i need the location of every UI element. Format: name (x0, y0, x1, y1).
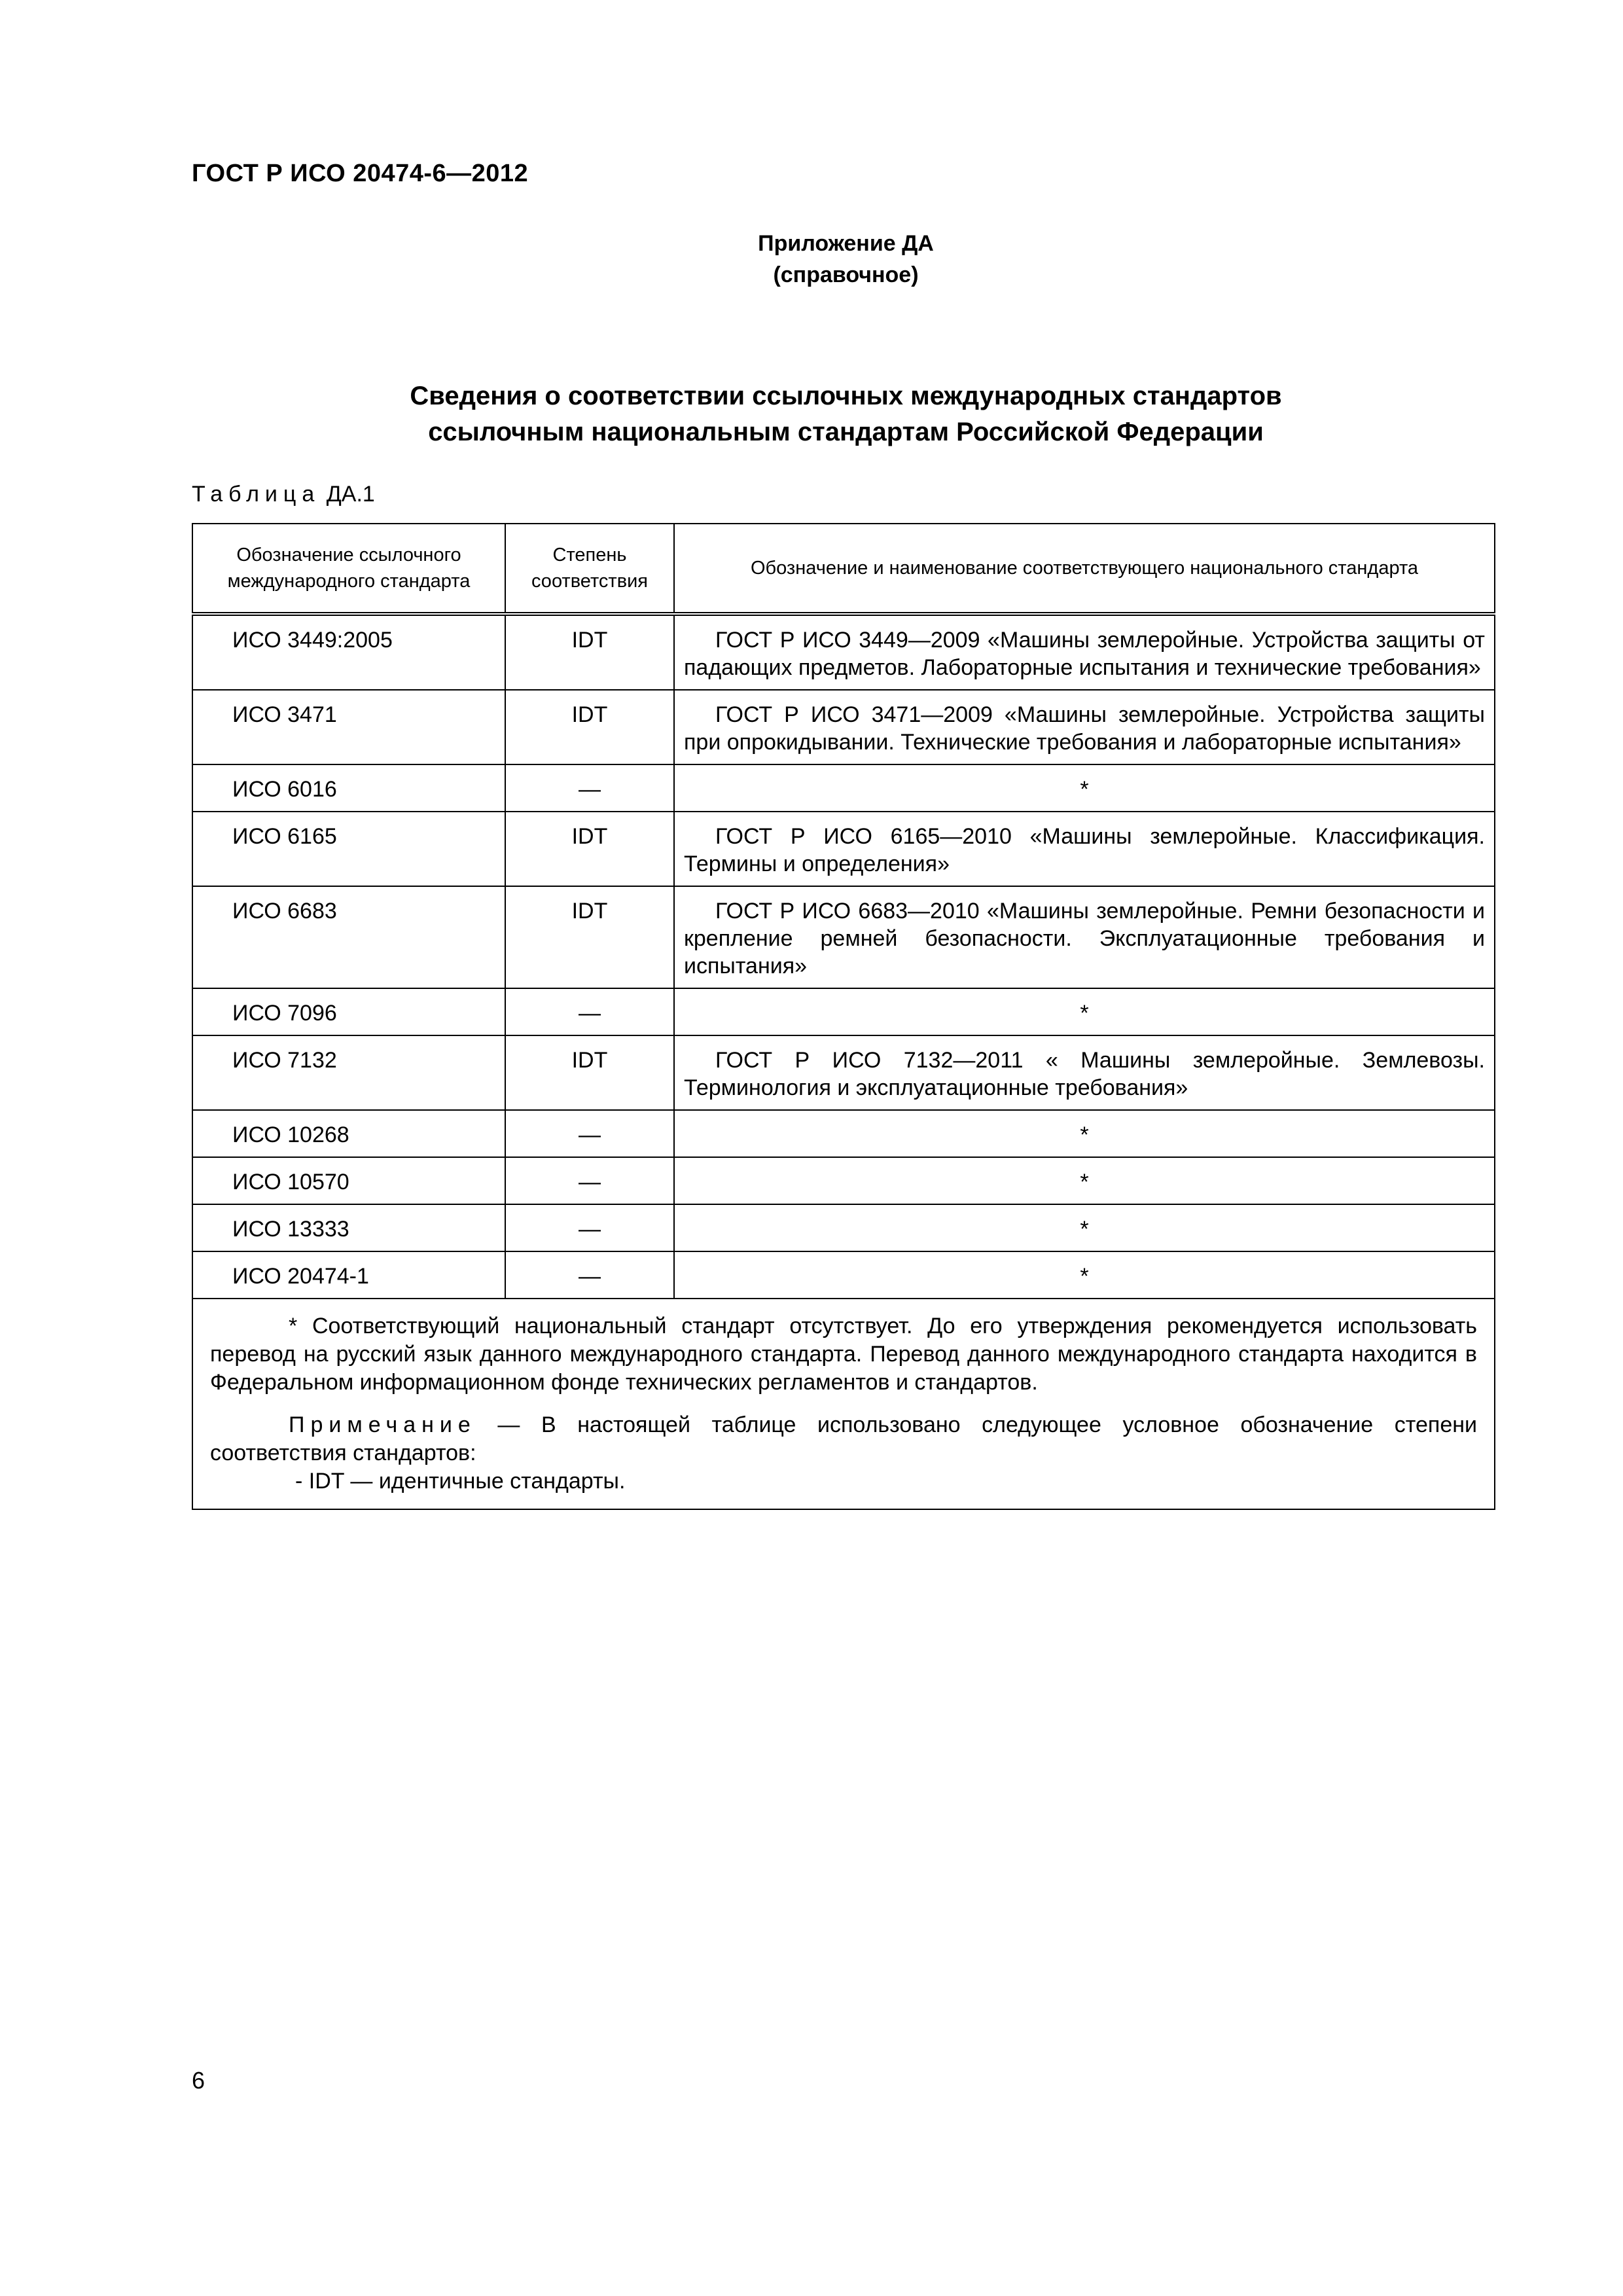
cell-degree: — (505, 1157, 674, 1204)
table-caption (192, 482, 375, 507)
cell-degree: — (505, 764, 674, 812)
section-title-line-1: Сведения о соответствии ссылочных международных стандартов (410, 382, 1282, 410)
table-header-row (192, 524, 1495, 614)
cell-international-standard: ИСО 13333 (192, 1204, 505, 1251)
footnote (210, 1312, 1477, 1397)
table-row (192, 614, 1495, 690)
note-label: Примечание (289, 1412, 476, 1437)
cell-international-standard: ИСО 7096 (192, 988, 505, 1035)
cell-international-standard: ИСО 3449:2005 (192, 614, 505, 690)
cell-national-standard (674, 690, 1495, 764)
footnote-text: * Соответствующий национальный стандарт отсутствует. До его утверждения рекомендуется использовать перевод на русский язык данного международного стандарта. Перевод данного международного стандарта находится в Федеральном информационном фонде технических регламентов и стандартов. (210, 1314, 1477, 1395)
table-row (192, 886, 1495, 988)
header-international-standard: Обозначение ссылочного международного стандарта (192, 524, 505, 614)
table-row (192, 988, 1495, 1035)
national-standard-text: ГОСТ Р ИСО 3471—2009 «Машины землеройные. Устройства защиты при опрокидывании. Технические требования и лабораторные испытания» (684, 702, 1485, 755)
cell-degree: IDT (505, 812, 674, 886)
cell-international-standard: ИСО 20474-1 (192, 1251, 505, 1299)
table-row (192, 1035, 1495, 1110)
section-title-line-2: ссылочным национальным стандартам Российской Федерации (428, 418, 1264, 446)
cell-degree: — (505, 1204, 674, 1251)
national-standard-text: ГОСТ Р ИСО 6165—2010 «Машины землеройные. Классификация. Термины и определения» (684, 824, 1485, 876)
table-caption-word: Таблица (192, 482, 321, 507)
cell-national-standard: * (674, 1157, 1495, 1204)
cell-degree: — (505, 988, 674, 1035)
note-item: - IDT — идентичные стандарты. (295, 1469, 626, 1494)
cell-degree: IDT (505, 690, 674, 764)
table-row (192, 764, 1495, 812)
page-number: 6 (192, 2067, 205, 2094)
cell-degree: IDT (505, 886, 674, 988)
cell-national-standard (674, 886, 1495, 988)
table-row (192, 1251, 1495, 1299)
cell-international-standard: ИСО 3471 (192, 690, 505, 764)
cell-international-standard: ИСО 6683 (192, 886, 505, 988)
table-row (192, 690, 1495, 764)
appendix-type: (справочное) (773, 262, 919, 287)
table-caption-number: ДА.1 (326, 482, 375, 507)
appendix-heading (0, 228, 1623, 291)
cell-international-standard: ИСО 7132 (192, 1035, 505, 1110)
cell-international-standard: ИСО 6016 (192, 764, 505, 812)
cell-international-standard: ИСО 10268 (192, 1110, 505, 1157)
national-standard-text: ГОСТ Р ИСО 3449—2009 «Машины землеройные. Устройства защиты от падающих предметов. Лабораторные испытания и технические требования» (684, 628, 1485, 680)
cell-national-standard (674, 614, 1495, 690)
cell-national-standard: * (674, 764, 1495, 812)
correspondence-table (192, 523, 1495, 1510)
national-standard-text: ГОСТ Р ИСО 7132—2011 « Машины землеройные. Землевозы. Терминология и эксплуатационные требования» (684, 1048, 1485, 1100)
table-row (192, 1110, 1495, 1157)
cell-degree: — (505, 1110, 674, 1157)
note (210, 1411, 1477, 1467)
note-text: — В настоящей таблице использовано следующее условное обозначение степени соответствия стандартов: (210, 1412, 1477, 1465)
cell-national-standard (674, 812, 1495, 886)
table-footer (192, 1299, 1495, 1509)
cell-international-standard: ИСО 10570 (192, 1157, 505, 1204)
table-footer-row (192, 1299, 1495, 1509)
cell-degree: — (505, 1251, 674, 1299)
cell-degree: IDT (505, 614, 674, 690)
cell-national-standard: * (674, 1110, 1495, 1157)
appendix-label: Приложение ДА (758, 231, 934, 256)
national-standard-text: ГОСТ Р ИСО 6683—2010 «Машины землеройные. Ремни безопасности и крепление ремней безопасности. Эксплуатационные требования и испытания» (684, 899, 1485, 978)
header-national-standard: Обозначение и наименование соответствующего национального стандарта (674, 524, 1495, 614)
cell-national-standard: * (674, 1251, 1495, 1299)
cell-national-standard: * (674, 1204, 1495, 1251)
cell-international-standard: ИСО 6165 (192, 812, 505, 886)
table-row (192, 812, 1495, 886)
table-row (192, 1204, 1495, 1251)
document-code: ГОСТ Р ИСО 20474-6—2012 (192, 160, 529, 187)
header-degree: Степень соответствия (505, 524, 674, 614)
cell-national-standard: * (674, 988, 1495, 1035)
table-row (192, 1157, 1495, 1204)
section-title (0, 378, 1623, 450)
cell-national-standard (674, 1035, 1495, 1110)
cell-degree: IDT (505, 1035, 674, 1110)
